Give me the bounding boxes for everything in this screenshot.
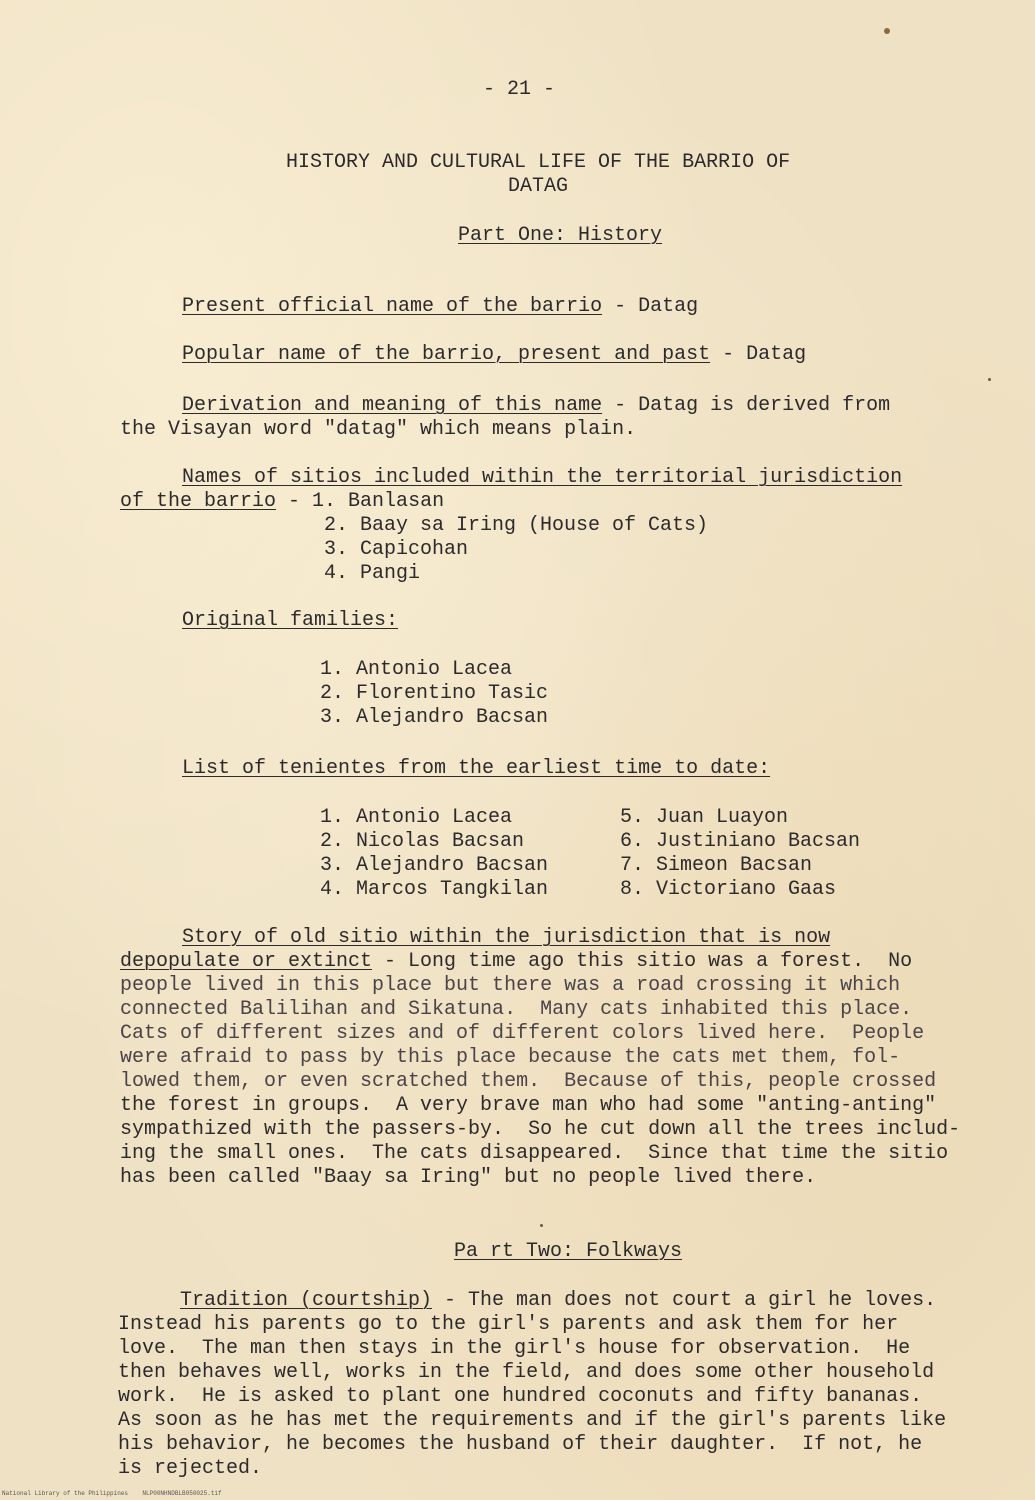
sitio-item: 2. Baay sa Iring (House of Cats) (324, 514, 709, 537)
tradition-line: As soon as he has met the requirements and if the girl's parents like (118, 1409, 947, 1432)
derivation-line-2: the Visayan word "datag" which means plain. (120, 418, 637, 441)
story-line: ing the small ones. The cats disappeared. Since that time the sitio (120, 1142, 949, 1165)
paper-speck (540, 1224, 543, 1227)
scan-footer: National Library of the Philippines NLP00NHNDBLB050025.tif (2, 1490, 222, 1497)
sitios-dash: - (276, 490, 313, 513)
sitios-label-line-2 (120, 490, 444, 514)
paper-speck (988, 378, 991, 381)
story-line: Cats of different sizes and of different colors lived here. People (120, 1022, 925, 1045)
teniente-item: 5. Juan Luayon (620, 806, 789, 829)
tradition-line: Instead his parents go to the girl's parents and ask them for her (118, 1313, 899, 1336)
teniente-item: 7. Simeon Bacsan (620, 854, 813, 877)
popular-name-value: - Datag (710, 343, 807, 366)
teniente-item: 1. Antonio Lacea (320, 806, 513, 829)
derivation-line-1 (182, 394, 890, 418)
sitio-item: 3. Capicohan (324, 538, 469, 561)
story-line: has been called "Baay sa Iring" but no people lived there. (120, 1166, 817, 1189)
story-line: lowed them, or even scratched them. Because of this, people crossed (120, 1070, 937, 1093)
page-number: - 21 - (483, 78, 556, 101)
sitios-label: Names of sitios included within the territorial jurisdiction (182, 466, 903, 489)
story-line (120, 950, 912, 974)
tradition-line: then behaves well, works in the field, and does some other household (118, 1361, 935, 1384)
tenientes-label: List of tenientes from the earliest time to date: (182, 757, 771, 780)
sitio-item: 1. Banlasan (312, 490, 445, 513)
popular-name-label: Popular name of the barrio, present and past (182, 343, 711, 366)
teniente-item: 2. Nicolas Bacsan (320, 830, 525, 853)
tradition-line: is rejected. (118, 1457, 263, 1480)
part-two-heading: Pa rt Two: Folkways (454, 1240, 683, 1263)
official-name-line (182, 295, 698, 319)
official-name-label: Present official name of the barrio (182, 295, 603, 318)
sitios-label-cont: of the barrio (120, 490, 277, 513)
tradition-text-start: - The man does not court a girl he loves. (432, 1289, 937, 1312)
popular-name-line (182, 343, 806, 367)
teniente-item: 4. Marcos Tangkilan (320, 878, 549, 901)
story-line: sympathized with the passers-by. So he cut down all the trees includ- (120, 1118, 961, 1141)
paper-speck (884, 28, 890, 34)
document-title: HISTORY AND CULTURAL LIFE OF THE BARRIO OF (286, 151, 791, 174)
family-item: 1. Antonio Lacea (320, 658, 513, 681)
story-label-cont: depopulate or extinct (120, 950, 373, 973)
tradition-line: work. He is asked to plant one hundred coconuts and fifty bananas. (118, 1385, 923, 1408)
teniente-item: 8. Victoriano Gaas (620, 878, 837, 901)
story-label: Story of old sitio within the jurisdiction that is now (182, 926, 831, 949)
tradition-label: Tradition (courtship) (180, 1289, 433, 1312)
tradition-line: love. The man then stays in the girl's house for observation. He (118, 1337, 911, 1360)
story-text-start: - Long time ago this sitio was a forest. No (372, 950, 913, 973)
story-line: connected Balilihan and Sikatuna. Many cats inhabited this place. (120, 998, 913, 1021)
tradition-line: his behavior, he becomes the husband of their daughter. If not, he (118, 1433, 923, 1456)
original-families-label: Original families: (182, 609, 399, 632)
family-item: 2. Florentino Tasic (320, 682, 549, 705)
teniente-item: 3. Alejandro Bacsan (320, 854, 549, 877)
part-one-heading: Part One: History (458, 224, 663, 247)
tradition-line (180, 1289, 936, 1313)
official-name-value: - Datag (602, 295, 699, 318)
derivation-text: - Datag is derived from (602, 394, 891, 417)
story-line: were afraid to pass by this place because the cats met them, fol- (120, 1046, 901, 1069)
teniente-item: 6. Justiniano Bacsan (620, 830, 861, 853)
sitio-item: 4. Pangi (324, 562, 421, 585)
document-title-barrio: DATAG (508, 175, 569, 198)
family-item: 3. Alejandro Bacsan (320, 706, 549, 729)
derivation-label: Derivation and meaning of this name (182, 394, 603, 417)
story-line: people lived in this place but there was a road crossing it which (120, 974, 901, 997)
story-line: the forest in groups. A very brave man who had some "anting-anting" (120, 1094, 937, 1117)
